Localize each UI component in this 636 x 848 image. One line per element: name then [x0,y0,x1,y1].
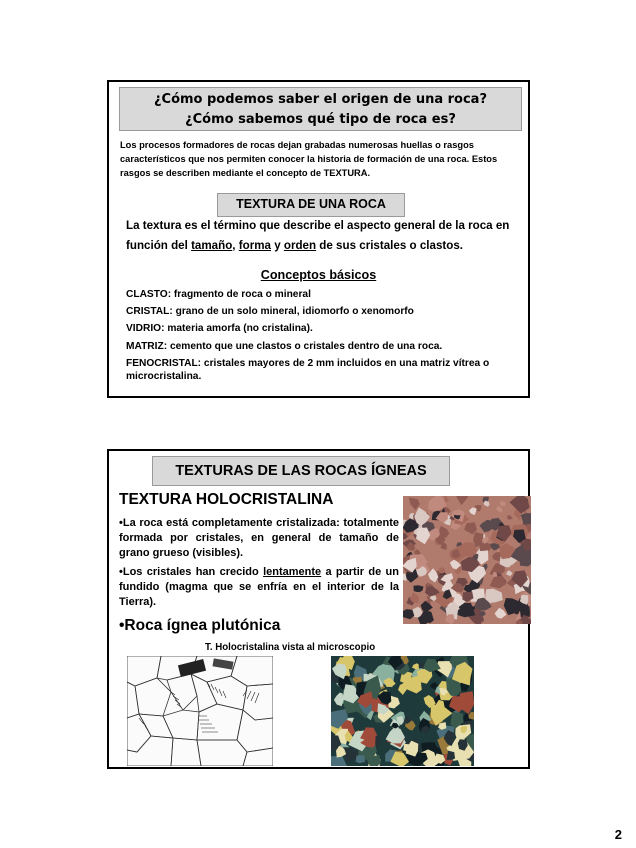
slide1-title-line1: ¿Cómo podemos saber el origen de una roca? [153,92,487,107]
microscope-caption: T. Holocristalina vista al microscopio [205,642,376,653]
page-number: 2 [614,827,622,842]
keyword-lentamente: lentamente [263,566,322,578]
bullet-cristalizada: •La roca está completamente cristalizada: totalmente formada por cristales, en general de tamaño de grano grueso (visibles). [119,517,399,559]
concept-vidrio: VIDRIO: materia amorfa (no cristalina). [126,323,313,335]
concept-fenocristal: FENOCRISTAL: cristales mayores de 2 mm incluidos en una matriz vítrea o microcristalina. [126,357,490,382]
slide-textura-roca [107,80,530,398]
holocrystalline-sketch [127,656,273,766]
concepts-title: Conceptos básicos [260,268,377,282]
concepts-list [126,288,521,387]
keyword-forma: forma [238,239,271,252]
textura-subtitle: TEXTURA DE UNA ROCA [217,193,405,217]
slide1-title [119,87,522,131]
slide2-title: TEXTURAS DE LAS ROCAS ÍGNEAS [152,456,450,486]
keyword-tamano: tamaño [191,239,233,252]
granite-photo [403,496,531,624]
keyword-orden: orden [283,239,317,252]
slide-texturas-igneas [107,449,530,769]
texture-definition: La textura es el término que describe el aspecto general de la roca en función del tamaño, forma y orden de sus cristales o clastos. [126,219,510,252]
concept-clasto: CLASTO: fragmento de roca o mineral [126,289,311,300]
roca-plutonica-label: •Roca ígnea plutónica [119,617,281,634]
holocristalina-heading: TEXTURA HOLOCRISTALINA [119,491,334,508]
slide1-title-line2: ¿Cómo sabemos qué tipo de roca es? [185,112,456,127]
concept-matriz: MATRIZ: cemento que une clastos o cristales dentro de una roca. [126,340,443,352]
concept-cristal: CRISTAL: grano de un solo mineral, idiomorfo o xenomorfo [126,306,414,318]
holocristalina-bullets [119,516,399,614]
intro-paragraph: Los procesos formadores de rocas dejan grabadas numerosas huellas o rasgos característicos que nos permiten conocer la historia de formación de una roca. Estos rasgos se describen mediante el concepto de TEXTURA. [120,140,498,178]
bullet-lentamente: •Los cristales han crecido lentamente a partir de un fundido (magma que se enfría en el interior de la Tierra). [119,566,399,608]
microscope-photo [331,656,474,766]
